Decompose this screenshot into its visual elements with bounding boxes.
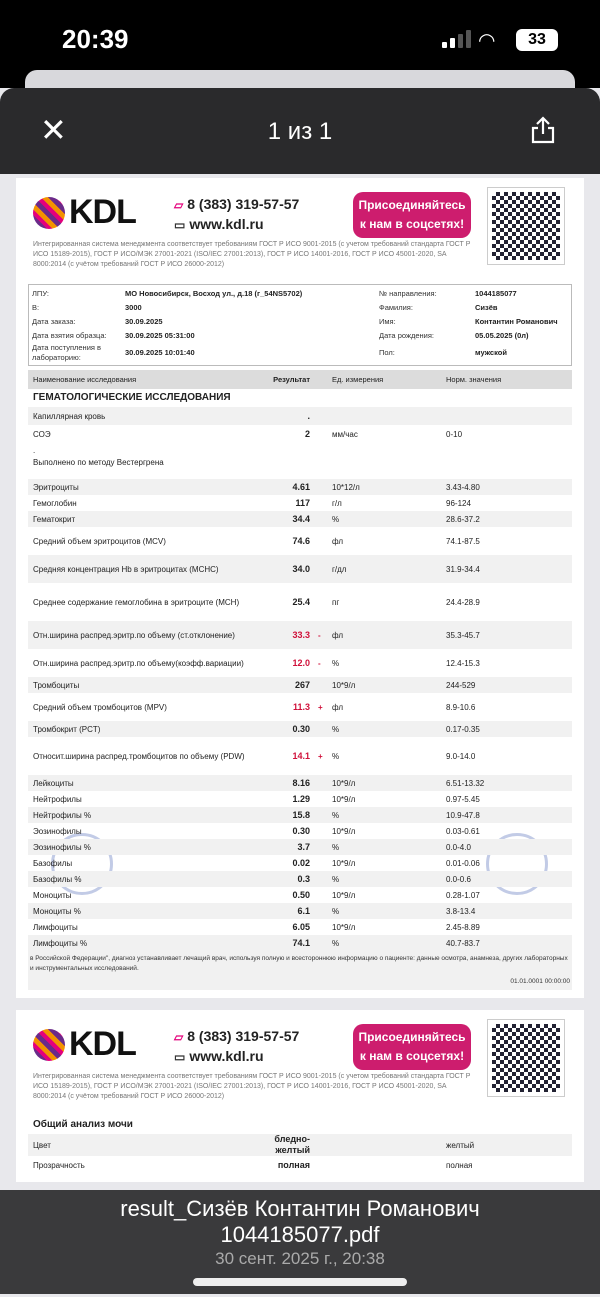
cell-name: Тромбокрит (PCT) [33,724,101,734]
table-row [28,855,572,871]
cell-unit: 10*9/л [332,858,356,868]
table-row [28,583,572,621]
cell-unit: % [332,810,340,820]
table-row [28,887,572,903]
table-row [28,823,572,839]
table-row [28,555,572,583]
table-row [28,871,572,887]
cell-norm: желтый [446,1140,475,1150]
cell-result: 117 [295,497,310,508]
cell-norm: 9.0-14.0 [446,751,476,761]
info-l1: Дата заказа: [32,317,76,326]
cell-result: бледно-желтый [274,1134,310,1155]
cell-norm: 0.0-4.0 [446,842,471,852]
website-link[interactable]: www.kdl.ru [189,216,264,232]
note-text: Выполнено по методу Вестергрена [33,458,164,467]
info-row [29,329,571,343]
cell-norm: 0-10 [446,429,463,439]
table-row [28,677,572,693]
cell-unit: 10*9/л [332,826,356,836]
cell-name: Эозинофилы % [33,842,91,852]
info-l1: Дата поступления в лабораторию: [32,343,102,362]
cell-norm: 40.7-83.7 [446,938,480,948]
cell-unit: % [332,938,340,948]
cell-result: 34.0 [292,563,310,574]
cell-unit: 10*9/л [332,680,356,690]
cell-norm: 74.1-87.5 [446,536,480,546]
info-v2: Сизёв [475,303,498,312]
cell-unit: мм/час [332,429,358,439]
table-row [28,407,572,425]
cell-name: Относит.ширина распред.тромбоцитов по объему (PDW) [33,751,245,761]
contacts [174,195,299,235]
logo-ball-icon [33,1029,65,1061]
table-row [28,839,572,855]
cell-name: Моноциты % [33,906,81,916]
col-norm: Норм. значения [446,375,502,384]
cell-norm: 3.8-13.4 [446,906,476,916]
file-date: 30 сент. 2025 г., 20:38 [215,1249,385,1268]
info-l2: Имя: [379,317,396,326]
logo-ball-icon [33,197,65,229]
table-row [28,807,572,823]
info-l1: В: [32,303,40,312]
cell-result: 12.0 [292,657,310,668]
cell-unit: % [332,514,340,524]
cell-name: Нейтрофилы [33,794,82,804]
cell-norm: 31.9-34.4 [446,564,480,574]
status-bar [0,0,600,70]
note-dot: . [33,446,36,455]
cell-unit: г/дл [332,564,347,574]
cell-name: Базофилы % [33,874,82,884]
home-indicator[interactable] [193,1278,407,1286]
cell-result: 0.02 [292,857,310,868]
method-note [28,443,572,479]
info-v2: 1044185077 [475,289,517,298]
table-row [28,1134,572,1156]
cell-result: 6.1 [297,905,310,916]
cell-name: Прозрачность [33,1160,85,1170]
section-title: Общий анализ мочи [33,1119,133,1130]
cell-result: 2 [304,428,310,439]
info-l2: Фамилия: [379,303,413,312]
cell-result: 74.6 [292,535,310,546]
cell-result: 33.3 [292,629,310,640]
cell-result: 0.3 [297,873,310,884]
cell-result: 11.3 [292,701,310,712]
cell-name: Капиллярная кровь [33,411,106,421]
cell-unit: % [332,751,340,761]
cell-norm: 0.01-0.06 [446,858,480,868]
cell-unit: фл [332,536,344,546]
cell-name: Средняя концентрация Hb в эритроцитах (MCHC) [33,564,219,574]
qr-code [488,1020,564,1096]
brand-name: KDL [69,1025,136,1063]
cell-unit: % [332,874,340,884]
footer-text: в Российской Федерации", диагноз устанавливает лечащий врач, используя полную и всестороннюю информацию о пациенте: данные осмотра, анамнеза, других лабораторных и инструментальных исследований. [30,955,568,972]
file-name [0,1196,600,1248]
file-name-line1: result_Сизёв Контантин Романович [120,1196,480,1221]
phone[interactable]: 8 (383) 319-57-57 [187,196,300,212]
cell-norm: 244-529 [446,680,476,690]
patient-info [28,284,572,366]
page-counter: 1 из 1 [267,118,333,145]
table-row [28,775,572,791]
info-l1: Дата взятия образца: [32,331,107,340]
table-row [28,479,572,495]
cell-name: Отн.ширина распред.эритр.по объему (ст.отклонение) [33,630,235,640]
cell-name: Тромбоциты [33,680,80,690]
cell-norm: полная [446,1160,473,1170]
pdf-page-2 [16,1010,584,1182]
cell-result: . [307,410,310,421]
cell-unit: 10*9/л [332,922,356,932]
cellular-signal-icon [442,30,471,48]
cell-unit: 10*12/л [332,482,360,492]
table-row [28,791,572,807]
table-row [28,737,572,775]
phone[interactable]: 8 (383) 319-57-57 [187,1028,300,1044]
cell-norm: 96-124 [446,498,471,508]
info-row [29,343,571,363]
cell-name: Цвет [33,1140,51,1150]
cell-unit: % [332,658,340,668]
info-v2: мужской [475,348,507,357]
phone-icon: ▱ [174,1030,184,1044]
social-banner [353,192,471,238]
info-v1: 30.09.2025 05:31:00 [125,331,195,340]
info-v1: МО Новосибирск, Восход ул., д.18 (г_54NS5702) [125,289,303,298]
pdf-page-1 [16,178,584,998]
cell-norm: 0.0-0.6 [446,874,471,884]
social-line1: Присоединяйтесь [358,1030,466,1044]
cell-norm: 0.03-0.61 [446,826,480,836]
report-footer [28,951,572,990]
table-row [28,425,572,443]
cell-name: Средний объем тромбоцитов (MPV) [33,702,167,712]
info-row [29,301,571,315]
cell-unit: фл [332,702,344,712]
table-row [28,919,572,935]
table-row [28,935,572,951]
battery-icon: 33 [516,29,558,51]
website-link[interactable]: www.kdl.ru [189,1048,264,1064]
col-result: Результат [273,375,310,384]
cell-name: Отн.ширина распред.эритр.по объему(коэфф.вариации) [33,658,244,668]
cell-result: полная [277,1159,310,1170]
cell-result: 3.7 [297,841,310,852]
cell-name: Лейкоциты [33,778,74,788]
cell-unit: г/л [332,498,342,508]
viewer-toolbar [0,88,600,174]
cell-unit: пг [332,597,340,607]
cell-result: 6.05 [292,921,310,932]
info-row [29,287,571,301]
cell-unit: % [332,906,340,916]
cell-result: 0.30 [292,723,310,734]
cell-unit: 10*9/л [332,778,356,788]
clock: 20:39 [62,24,129,54]
cell-result: 15.8 [292,809,310,820]
contacts [174,1027,299,1067]
cell-name: СОЭ [33,429,51,439]
cell-norm: 10.9-47.8 [446,810,480,820]
report-header [16,1010,584,1116]
info-l1: ЛПУ: [32,289,49,298]
cell-result: 8.16 [292,777,310,788]
cell-norm: 0.28-1.07 [446,890,480,900]
wifi-icon: ◠ [478,30,496,52]
report-header [16,178,584,284]
cell-unit: 10*9/л [332,890,356,900]
phone-icon: ▱ [174,198,184,212]
cell-norm: 0.17-0.35 [446,724,480,734]
cell-norm: 12.4-15.3 [446,658,480,668]
cell-result: 4.61 [292,481,310,492]
cell-name: Базофилы [33,858,73,868]
cell-name: Моноциты [33,890,72,900]
table-row [28,527,572,555]
cell-name: Лимфоциты [33,922,78,932]
cell-result: 14.1 [292,750,310,761]
info-l2: Пол: [379,348,395,357]
cell-flag: + [318,751,323,761]
cell-name: Нейтрофилы % [33,810,92,820]
info-v2: Контантин Романович [475,317,558,326]
monitor-icon: ▭ [174,1050,186,1064]
social-banner [353,1024,471,1070]
cell-norm: 6.51-13.32 [446,778,485,788]
cell-name: Эритроциты [33,482,79,492]
social-line2: к нам в соцсетях! [359,1049,465,1063]
col-name: Наименование исследования [33,375,137,384]
cell-flag: - [318,658,321,668]
iso-text: Интегрированная система менеджмента соответствует требованиям ГОСТ Р ИСО 9001-2015 (с учетом требований стандарта ГОСТ Р ИСО 15189-2015), ГОСТ Р ИСО/МЭК 27001-2021 (ISO/IEC 27001:2013), ГОСТ Р ИСО 14001-2016, ГОСТ Р ИСО 45001-2020, SA 8000:2014 (с учётом требований ГОСТ Р ИСО 26000-2012) [33,1073,471,1100]
table-row [28,1156,572,1174]
cell-result: 25.4 [292,596,310,607]
cell-flag: + [318,702,323,712]
info-v2: 05.05.2025 (0л) [475,331,529,340]
info-v1: 3000 [125,303,142,312]
cell-name: Гемоглобин [33,498,77,508]
cell-norm: 3.43-4.80 [446,482,480,492]
table-row [28,621,572,649]
table-row [28,511,572,527]
cell-unit: фл [332,630,344,640]
brand-name: KDL [69,193,136,231]
cell-norm: 2.45-8.89 [446,922,480,932]
cell-result: 0.30 [292,825,310,836]
cell-unit: % [332,842,340,852]
info-l2: Дата рождения: [379,331,434,340]
social-line1: Присоединяйтесь [358,198,466,212]
section-title: ГЕМАТОЛОГИЧЕСКИЕ ИССЛЕДОВАНИЯ [33,392,231,403]
cell-norm: 35.3-45.7 [446,630,480,640]
info-v1: 30.09.2025 10:01:40 [125,348,195,357]
cell-name: Среднее содержание гемоглобина в эритроците (MCH) [33,597,240,607]
cell-unit: % [332,724,340,734]
table-row [28,693,572,721]
cell-result: 0.50 [292,889,310,900]
cell-result: 74.1 [292,937,310,948]
cell-unit: 10*9/л [332,794,356,804]
cell-name: Гематокрит [33,514,76,524]
share-icon[interactable] [530,116,556,144]
cell-norm: 24.4-28.9 [446,597,480,607]
file-name-line2: 1044185077.pdf [220,1222,380,1247]
table-row [28,649,572,677]
cell-result: 267 [294,679,310,690]
iso-text: Интегрированная система менеджмента соответствует требованиям ГОСТ Р ИСО 9001-2015 (с учетом требований стандарта ГОСТ Р ИСО 15189-2015), ГОСТ Р ИСО/МЭК 27001-2021 (ISO/IEC 27001:2013), ГОСТ Р ИСО 14001-2016, ГОСТ Р ИСО 45001-2020, SA 8000:2014 (с учётом требований ГОСТ Р ИСО 26000-2012) [33,241,471,268]
kdl-logo [33,193,136,232]
social-line2: к нам в соцсетях! [359,217,465,231]
cell-name: Лимфоциты % [33,938,88,948]
close-icon[interactable]: ✕ [40,112,67,148]
info-row [29,315,571,329]
kdl-logo [33,1025,136,1064]
cell-norm: 0.97-5.45 [446,794,480,804]
table-row [28,495,572,511]
cell-name: Средний объем эритроцитов (MCV) [33,536,166,546]
cell-name: Эозинофилы [33,826,82,836]
table-row [28,721,572,737]
monitor-icon: ▭ [174,218,186,232]
cell-result: 34.4 [292,513,310,524]
info-l2: № направления: [379,289,437,298]
col-unit: Ед. измерения [332,375,384,384]
footer-date: 01.01.0001 00:00:00 [510,978,570,985]
table-header [28,370,572,389]
table-row [28,903,572,919]
info-v1: 30.09.2025 [125,317,163,326]
cell-norm: 28.6-37.2 [446,514,480,524]
cell-flag: - [318,630,321,640]
file-info-overlay [0,1190,600,1294]
qr-code [488,188,564,264]
cell-norm: 8.9-10.6 [446,702,476,712]
cell-result: 1.29 [292,793,310,804]
